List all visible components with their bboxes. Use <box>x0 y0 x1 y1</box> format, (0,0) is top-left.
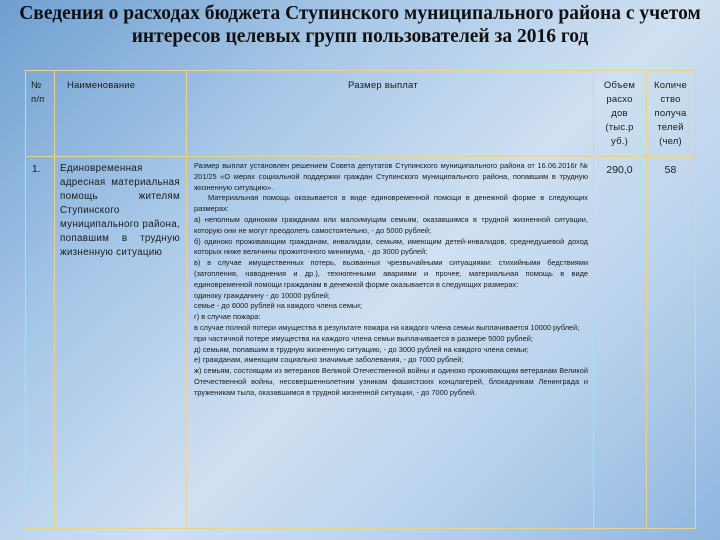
payment-text: Материальная помощь оказывается в виде единовременной помощи в денежной форме в следующих размерах: <box>194 193 588 214</box>
payment-text: в случае полной потери имущества в результате пожара на каждого члена семьи выплачивается 10000 рублей; <box>194 322 580 332</box>
expenses-table <box>25 70 696 529</box>
payment-text: при частичной потере имущества на каждого члена семьи выплачивается в размере 5000 рублей; <box>194 333 533 343</box>
header-volume: Объем расхо дов (тыс.р уб.) <box>603 80 636 147</box>
row-count: 58 <box>664 164 677 176</box>
header-num: № п/п <box>31 80 45 105</box>
payment-text: ж) семьям, состоящим из ветеранов Великой Отечественной войны и одиноко проживающим ветеранам Великой Отечественной войны, несовершеннолетним узникам фашистских концлагерей, блокадникам Ленинграда и труженикам тыла, оказавшимся в трудной жизненной ситуации, - до 7000 рублей. <box>194 366 588 397</box>
payment-text: б) одиноко проживающим гражданам, инвалидам, семьям, имеющим детей-инвалидов, среднедушевой доход которых ниже величины прожиточного минимума, - до 3000 рублей; <box>194 236 588 257</box>
payment-text: Размер выплат установлен решением Совета депутатов Ступинского муниципального района от 16.06.2016г № 201/25 «О мерах социальной поддержки граждан Ступинского муниципального района, попавшим в трудную жизненную ситуацию». <box>194 161 588 192</box>
payment-text: е) гражданам, имеющим социально значимые заболевания, - до 7000 рублей; <box>194 355 464 365</box>
payment-text: семье - до 6000 рублей на каждого члена семьи; <box>194 301 362 311</box>
row-name: Единовременная адресная материальная помощь жителям Ступинского муниципального района, попавшим в трудную жизненную ситуацию <box>60 163 180 258</box>
title-line-2: интересов целевых групп пользователей за 2016 год <box>131 26 589 47</box>
row-divider <box>26 156 695 157</box>
header-name: Наименование <box>67 80 136 91</box>
row-payments <box>194 161 588 399</box>
payment-text: г) в случае пожара: <box>194 312 261 322</box>
payment-text: а) неполным одиноким гражданам или малоимущим семьям, оказавшимся в трудной жизненной ситуации, которую они не могут преодолеть самостоятельно, - до 5000 рублей; <box>194 214 588 235</box>
page-title <box>10 2 710 48</box>
header-payments: Размер выплат <box>348 80 418 91</box>
column-divider <box>186 71 187 528</box>
payment-text: д) семьям, попавшим в трудную жизненную ситуацию, - до 3000 рублей на каждого члена семьи; <box>194 344 529 354</box>
title-line-1: Сведения о расходах бюджета Ступинского муниципального района с учетом <box>19 3 701 24</box>
row-volume: 290,0 <box>606 164 633 176</box>
header-count: Количе ство получа телей (чел) <box>654 80 687 147</box>
column-divider <box>54 71 55 528</box>
row-number: 1. <box>32 164 41 175</box>
payment-text: в) в случае имущественных потерь, вызванных чрезвычайными ситуациями: стихийными бедствиями (затопления, наводнения и др.), техногенными авариями и прочее, материальная помощь в виде единовременной помощи гражданам в денежной форме оказывается в следующих размерах: <box>194 258 588 289</box>
payment-text: одиноку гражданину - до 10000 рублей; <box>194 290 330 300</box>
